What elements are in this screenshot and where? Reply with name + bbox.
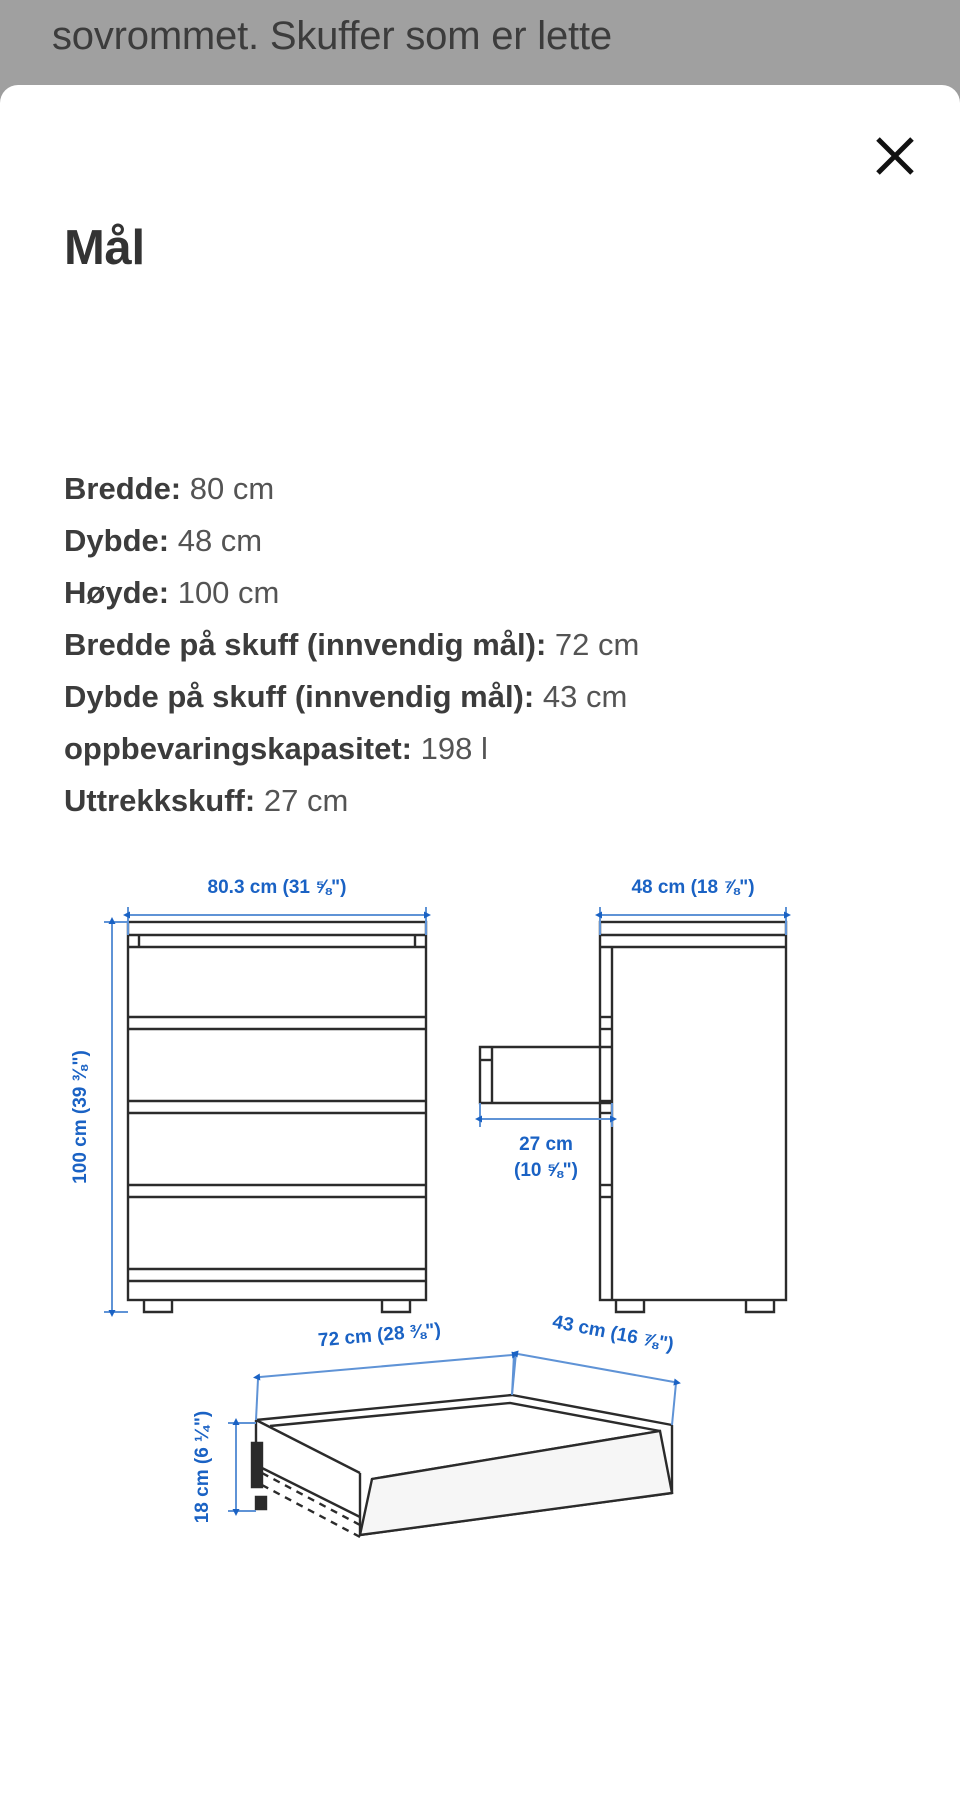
spec-row	[64, 775, 904, 827]
spec-row	[64, 567, 904, 619]
spec-label: oppbevaringskapasitet:	[64, 731, 412, 766]
backdrop-paragraph-text: sovrommet. Skuffer som er lette	[52, 14, 612, 58]
dim-label-drawer-extension-line1: 27 cm	[519, 1134, 573, 1155]
dim-label-drawer-width: 72 cm (28 ⅜")	[317, 1319, 442, 1352]
dim-label-drawer-extension-line2: (10 ⅝")	[514, 1160, 578, 1181]
spec-row	[64, 619, 904, 671]
spec-row	[64, 723, 904, 775]
spec-row	[64, 463, 904, 515]
dim-label-front-width: 80.3 cm (31 ⅝")	[207, 877, 347, 898]
spec-label: Bredde:	[64, 471, 182, 506]
spec-value: 100 cm	[177, 575, 280, 610]
spec-value: 72 cm	[554, 627, 640, 662]
page-title: Mål	[64, 221, 145, 275]
specifications-list	[64, 463, 904, 827]
spec-label: Dybde på skuff (innvendig mål):	[64, 679, 535, 714]
spec-value: 27 cm	[263, 783, 349, 818]
spec-value: 43 cm	[542, 679, 628, 714]
page-backdrop	[0, 0, 960, 90]
dimensions-modal	[0, 85, 960, 1812]
dim-label-drawer-depth: 43 cm (16 ⅞")	[550, 1311, 676, 1356]
close-icon[interactable]	[866, 127, 924, 185]
spec-label: Uttrekkskuff:	[64, 783, 256, 818]
spec-value: 48 cm	[177, 523, 263, 558]
dimensions-technical-drawing	[60, 825, 900, 1585]
spec-value: 198 l	[420, 731, 488, 766]
dim-label-front-height: 100 cm (39 ⅜")	[70, 1050, 91, 1184]
dim-label-drawer-height: 18 cm (6 ¼")	[192, 1410, 213, 1524]
spec-label: Høyde:	[64, 575, 170, 610]
spec-label: Dybde:	[64, 523, 170, 558]
spec-row	[64, 671, 904, 723]
spec-row	[64, 515, 904, 567]
spec-label: Bredde på skuff (innvendig mål):	[64, 627, 547, 662]
spec-value: 80 cm	[189, 471, 275, 506]
dim-label-side-depth: 48 cm (18 ⅞")	[631, 877, 755, 898]
